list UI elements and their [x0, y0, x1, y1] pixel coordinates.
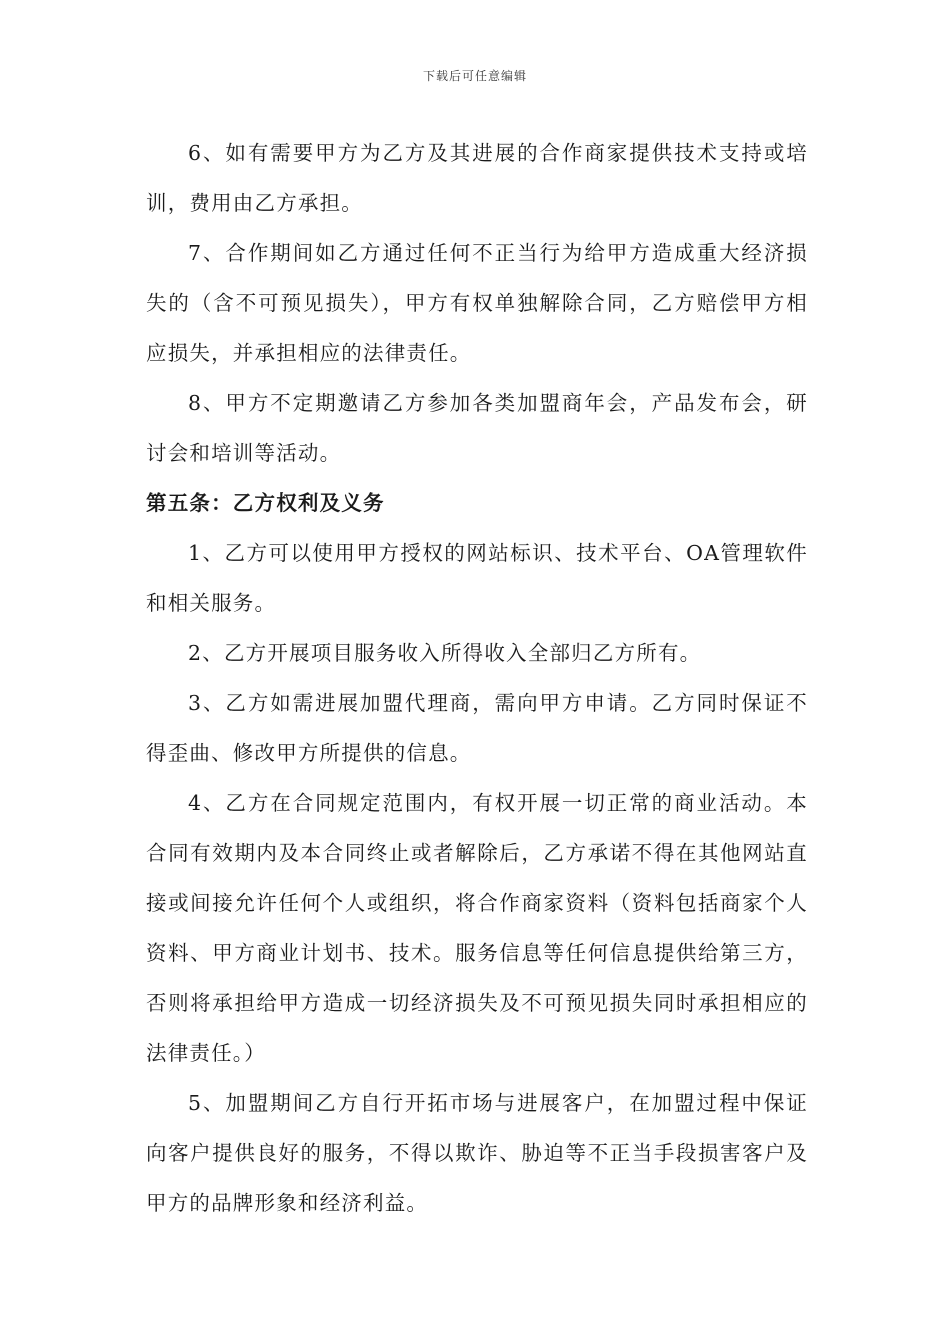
section-5-item-2: 2、乙方开展项目服务收入所得收入全部归乙方所有。: [188, 641, 702, 665]
page-header: 下载后可任意编辑: [422, 69, 527, 83]
section-5-heading: 第五条：乙方权利及义务: [146, 491, 385, 515]
section-5-item-4: 4、乙方在合同规定范围内，有权开展一切正常的商业活动。本合同有效期内及本合同终止或者解除后，乙方承诺不得在其他网站直接或间接允许任何个人或组织，将合作商家资料（资料包括商家个人资料、甲方商业计划书、技术。服务信息等任何信息提供给第三方，否则将承担给甲方造成一切经济损失及不可预见损失同时承担相应的法律责任。）: [146, 791, 808, 1065]
document-body: [146, 128, 808, 1228]
section-5-item-5: 5、加盟期间乙方自行开拓市场与进展客户，在加盟过程中保证向客户提供良好的服务，不得以欺诈、胁迫等不正当手段损害客户及甲方的品牌形象和经济利益。: [146, 1091, 808, 1215]
paragraph-6: 6、如有需要甲方为乙方及其进展的合作商家提供技术支持或培训，费用由乙方承担。: [146, 141, 808, 215]
paragraph-8: 8、甲方不定期邀请乙方参加各类加盟商年会，产品发布会，研讨会和培训等活动。: [146, 391, 808, 465]
section-5-item-1: 1、乙方可以使用甲方授权的网站标识、技术平台、OA管理软件和相关服务。: [146, 541, 808, 615]
section-5-item-3: 3、乙方如需进展加盟代理商，需向甲方申请。乙方同时保证不得歪曲、修改甲方所提供的信息。: [146, 691, 808, 765]
paragraph-7: 7、合作期间如乙方通过任何不正当行为给甲方造成重大经济损失的（含不可预见损失），甲方有权单独解除合同，乙方赔偿甲方相应损失，并承担相应的法律责任。: [146, 241, 808, 365]
